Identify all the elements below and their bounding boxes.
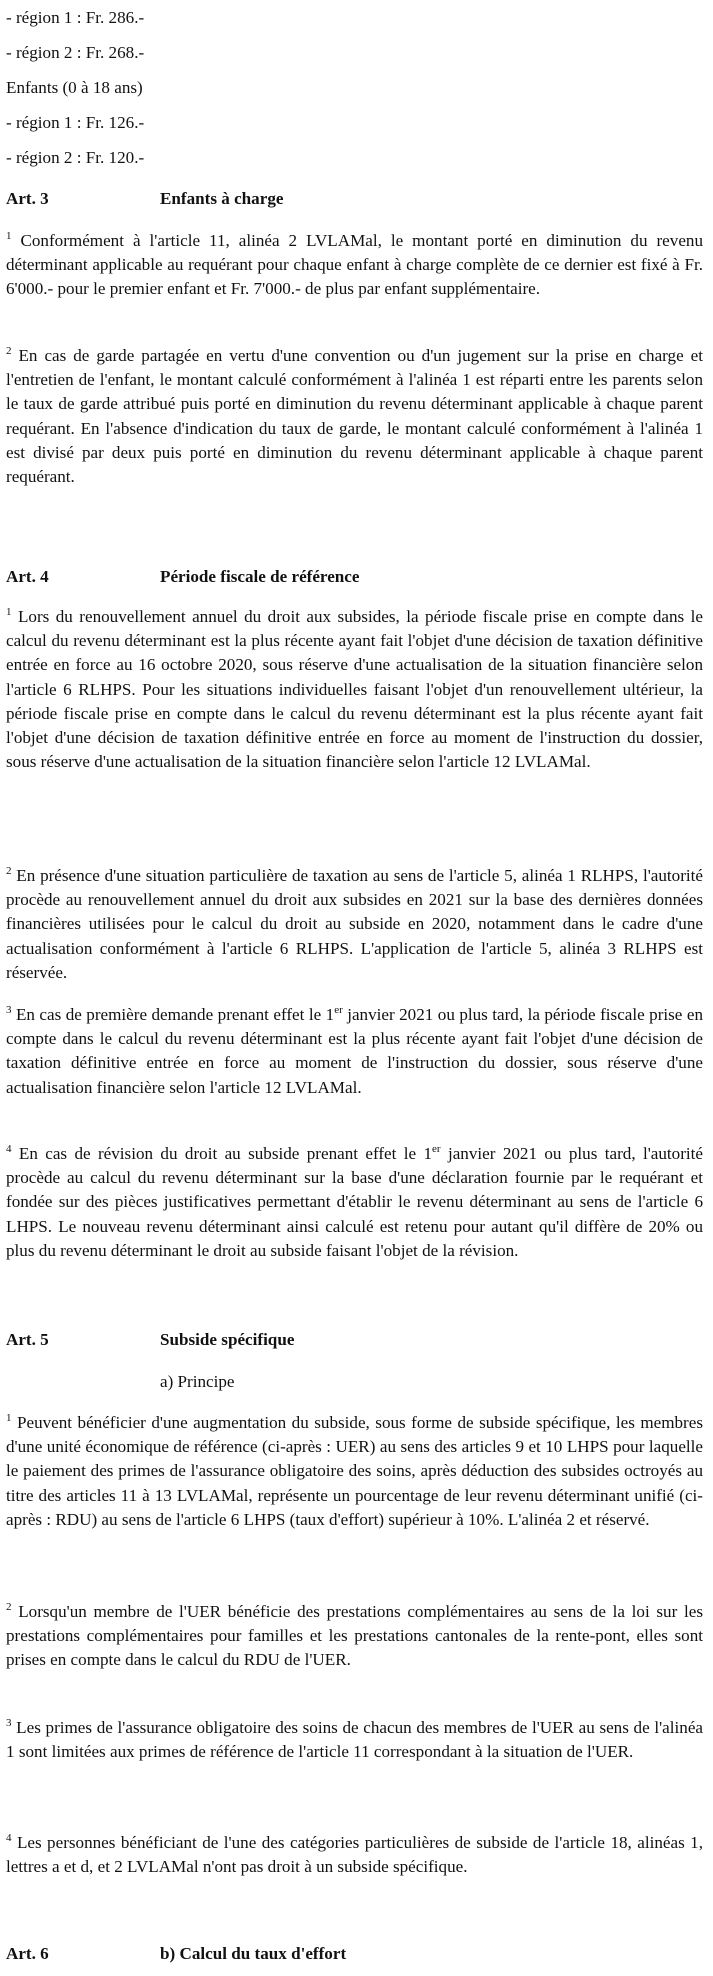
paragraph-number: 4 [6, 1832, 12, 1844]
paragraph [6, 1600, 703, 1673]
paragraph [6, 344, 703, 489]
article-subtitle: a) Principe [160, 1372, 235, 1391]
article-number: Art. 5 [6, 1330, 49, 1349]
article-number: Art. 4 [6, 567, 49, 586]
category-heading: Enfants (0 à 18 ans) [6, 78, 143, 97]
article-title: Période fiscale de référence [160, 567, 360, 586]
article-number: Art. 6 [6, 1944, 49, 1963]
paragraph-number: 2 [6, 1601, 12, 1613]
paragraph-number: 2 [6, 865, 12, 877]
paragraph-number: 1 [6, 230, 12, 242]
rate-line: - région 2 : Fr. 268.- [6, 43, 145, 62]
paragraph-text: janvier 2021 ou plus tard, la période fiscale prise en compte dans le calcul du revenu déterminant est la plus récente ayant fait l'objet d'une décision de taxation définitive entrée en force au moment de l'instruction du dossier, sous réserve d'une actualisation financière selon l'article 12 LVLAMal. [6, 1005, 703, 1097]
paragraph-number: 1 [6, 606, 12, 618]
paragraph-text: Lorsqu'un membre de l'UER bénéficie des prestations complémentaires au sens de la loi sur les prestations complémentaires pour familles et les prestations cantonales de la rente-pont, elles sont prises en compte dans le calcul du RDU de l'UER. [6, 1602, 703, 1670]
paragraph [6, 605, 703, 774]
paragraph-text: En présence d'une situation particulière de taxation au sens de l'article 5, alinéa 1 RLHPS, l'autorité procède au renouvellement annuel du droit aux subsides en 2021 sur la base des dernières données financières utilisées pour le calcul du droit au subside en 2020, notamment dans le cadre d'une actualisation conformément à l'article 6 RLHPS. L'application de l'article 5, alinéa 3 RLHPS est réservée. [6, 866, 703, 982]
paragraph-number: 3 [6, 1717, 12, 1729]
paragraph-text: Les personnes bénéficiant de l'une des catégories particulières de subside de l'article 18, alinéas 1, lettres a et d, et 2 LVLAMal n'ont pas droit à un subside spécifique. [6, 1833, 703, 1877]
paragraph [6, 1003, 703, 1100]
paragraph [6, 1142, 703, 1263]
paragraph-number: 1 [6, 1412, 12, 1424]
paragraph [6, 1716, 703, 1764]
paragraph [6, 229, 703, 302]
rate-line: - région 1 : Fr. 126.- [6, 113, 145, 132]
article-title: b) Calcul du taux d'effort [160, 1944, 347, 1963]
article-title: Enfants à charge [160, 189, 284, 208]
article-title: Subside spécifique [160, 1330, 295, 1349]
rate-line: - région 1 : Fr. 286.- [6, 8, 145, 27]
paragraph-text: En cas de révision du droit au subside prenant effet le 1 [11, 1144, 433, 1163]
ordinal-suffix: er [432, 1143, 441, 1155]
rate-line: - région 2 : Fr. 120.- [6, 148, 145, 167]
paragraph [6, 1831, 703, 1879]
paragraph-text: En cas de première demande prenant effet le 1 [11, 1005, 335, 1024]
paragraph-text: En cas de garde partagée en vertu d'une convention ou d'un jugement sur la prise en charge et l'entretien de l'enfant, le montant calculé conformément à l'alinéa 1 est réparti entre les parents selon le taux de garde attribué puis porté en diminution du revenu déterminant applicable à chaque parent requérant. En l'absence d'indication du taux de garde, le montant calculé conformément à l'alinéa 1 est divisé par deux puis porté en diminution du revenu déterminant applicable à chaque parent requérant. [6, 346, 703, 487]
paragraph-text: Conformément à l'article 11, alinéa 2 LVLAMal, le montant porté en diminution du revenu déterminant applicable au requérant pour chaque enfant à charge complète de ce dernier est fixé à Fr. 6'000.- pour le premier enfant et Fr. 7'000.- de plus par enfant supplémentaire. [6, 231, 703, 299]
paragraph-number: 2 [6, 345, 12, 357]
paragraph-text: janvier 2021 ou plus tard, l'autorité procède au calcul du revenu déterminant sur la base d'une déclaration fournie par le requérant et fondée sur des pièces justificatives permettant d'établir le revenu déterminant au sens de l'article 6 LHPS. Le nouveau revenu déterminant ainsi calculé est retenu pour autant qu'il diffère de 20% ou plus du revenu déterminant le droit au subside faisant l'objet de la révision. [6, 1144, 704, 1260]
paragraph-text: Les primes de l'assurance obligatoire des soins de chacun des membres de l'UER au sens de l'alinéa 1 sont limitées aux primes de référence de l'article 11 correspondant à la situation de l'UER. [6, 1718, 703, 1762]
ordinal-suffix: er [334, 1004, 343, 1016]
paragraph-number: 3 [6, 1004, 12, 1016]
paragraph [6, 1411, 703, 1532]
paragraph-text: Peuvent bénéficier d'une augmentation du subside, sous forme de subside spécifique, les membres d'une unité économique de référence (ci-après : UER) au sens des articles 9 et 10 LHPS pour laquelle le paiement des primes de l'assurance obligatoire des soins, après déduction des subsides octroyés au titre des articles 11 à 13 LVLAMal, représente un pourcentage de leur revenu déterminant unifié (ci-après : RDU) au sens de l'article 6 LHPS (taux d'effort) supérieur à 10%. L'alinéa 2 et réservé. [6, 1413, 703, 1529]
article-number: Art. 3 [6, 189, 49, 208]
paragraph-text: Lors du renouvellement annuel du droit aux subsides, la période fiscale prise en compte dans le calcul du revenu déterminant est la plus récente ayant fait l'objet d'une décision de taxation définitive entrée en force au 16 octobre 2020, sous réserve d'une actualisation de la situation financière selon l'article 6 RLHPS. Pour les situations individuelles faisant l'objet d'un renouvellement ultérieur, la période fiscale prise en compte dans le calcul du revenu déterminant est la plus récente ayant fait l'objet d'une décision de taxation définitive entrée en force au moment de l'instruction du dossier, sous réserve d'une actualisation de la situation financière selon l'article 12 LVLAMal. [6, 607, 703, 772]
paragraph-number: 4 [6, 1143, 12, 1155]
paragraph [6, 864, 703, 985]
